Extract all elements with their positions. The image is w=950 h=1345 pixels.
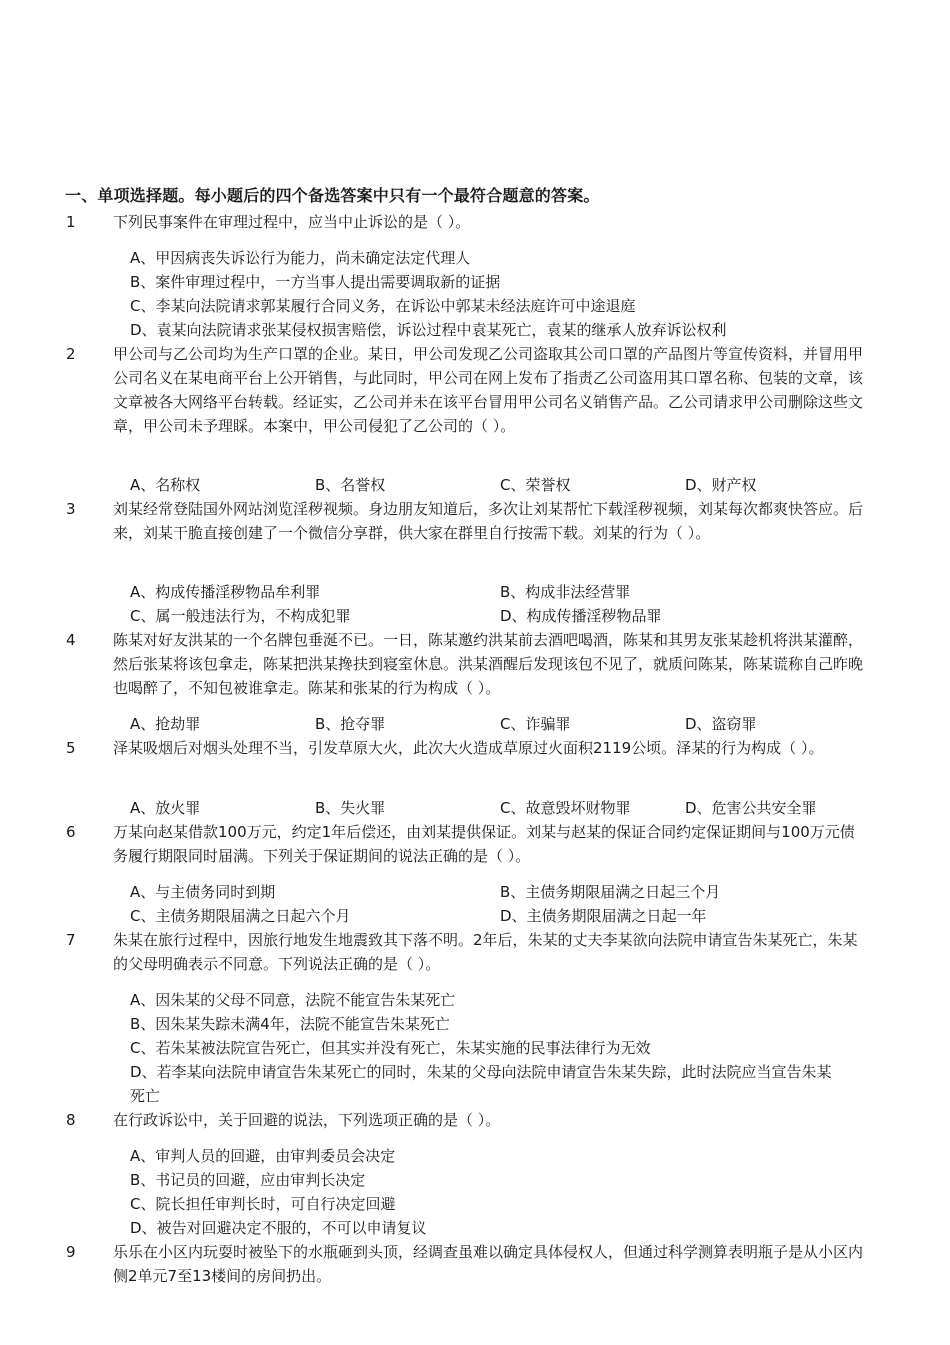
- option-list: [130, 1144, 870, 1240]
- question-stem: 陈某对好友洪某的一个名牌包垂涎不已。一日，陈某邀约洪某前去酒吧喝酒，陈某和其男友张某趁机将洪某灌醉，然后张某将该包拿走，陈某把洪某搀扶到寝室休息。洪某酒醒后发现该包不见了，就质问陈某，陈某谎称自己昨晚也喝醉了，不知包被谁拿走。陈某和张某的行为构成（ ）。: [113, 631, 864, 697]
- question-number: 8: [66, 1111, 76, 1129]
- option-list: [130, 880, 870, 928]
- option-list: [130, 796, 870, 820]
- option-b: B、案件审理过程中，一方当事人提出需要调取新的证据: [130, 273, 501, 291]
- question-number: 7: [66, 931, 76, 949]
- question-stem: 万某向赵某借款100万元，约定1年后偿还，由刘某提供保证。刘某与赵某的保证合同约定保证期间与100万元债务履行期限同时届满。下列关于保证期间的说法正确的是（ ）。: [113, 823, 855, 865]
- option-d: D、袁某向法院请求张某侵权损害赔偿，诉讼过程中袁某死亡，袁某的继承人放弃诉讼权利: [130, 321, 727, 339]
- option-d: D、财产权: [685, 476, 757, 494]
- option-a: A、甲因病丧失诉讼行为能力，尚未确定法定代理人: [130, 249, 471, 267]
- question-number: 3: [66, 500, 76, 518]
- option-c: C、主债务期限届满之日起六个月: [130, 907, 351, 925]
- question-number: 1: [66, 213, 76, 231]
- option-a: A、与主债务同时到期: [130, 883, 276, 901]
- question-number: 6: [66, 823, 76, 841]
- option-list: [130, 246, 870, 342]
- question-stem: 乐乐在小区内玩耍时被坠下的水瓶砸到头顶，经调查虽难以确定具体侵权人，但通过科学测算表明瓶子是从小区内侧2单元7至13楼间的房间扔出。: [113, 1243, 864, 1285]
- option-d: D、被告对回避决定不服的，不可以申请复议: [130, 1219, 427, 1237]
- question-number: 9: [66, 1243, 76, 1261]
- question-stem: 泽某吸烟后对烟头处理不当，引发草原大火，此次大火造成草原过火面积2119公顷。泽某的行为构成（ ）。: [113, 739, 824, 757]
- option-list: [130, 988, 870, 1108]
- option-a: A、抢劫罪: [130, 715, 201, 733]
- option-c: C、诈骗罪: [500, 715, 571, 733]
- option-c: C、荣誉权: [500, 476, 571, 494]
- option-c: C、属一般违法行为，不构成犯罪: [130, 607, 351, 625]
- question-stem: 下列民事案件在审理过程中，应当中止诉讼的是（ ）。: [113, 213, 471, 231]
- question-number: 2: [66, 345, 76, 363]
- option-list: [130, 473, 870, 497]
- question-stem: 朱某在旅行过程中，因旅行地发生地震致其下落不明。2年后，朱某的丈夫李某欲向法院申请宣告朱某死亡，朱某的父母明确表示不同意。下列说法正确的是（ ）。: [113, 931, 858, 973]
- option-a: A、审判人员的回避，由审判委员会决定: [130, 1147, 396, 1165]
- option-c: C、若朱某被法院宣告死亡，但其实并没有死亡，朱某实施的民事法律行为无效: [130, 1039, 651, 1057]
- question-number: 5: [66, 739, 76, 757]
- option-b: B、抢夺罪: [315, 715, 386, 733]
- option-d: D、盗窃罪: [685, 715, 757, 733]
- option-b: B、失火罪: [315, 799, 386, 817]
- option-a: A、构成传播淫秽物品牟利罪: [130, 583, 321, 601]
- question-stem: 在行政诉讼中，关于回避的说法，下列选项正确的是（ ）。: [113, 1111, 501, 1129]
- option-c: C、故意毁坏财物罪: [500, 799, 631, 817]
- option-a: A、名称权: [130, 476, 201, 494]
- option-a: A、放火罪: [130, 799, 201, 817]
- option-d: D、危害公共安全罪: [685, 799, 817, 817]
- question-stem: 甲公司与乙公司均为生产口罩的企业。某日，甲公司发现乙公司盗取其公司口罩的产品图片等宣传资料，并冒用甲公司名义在某电商平台上公开销售，与此同时，甲公司在网上发布了指责乙公司盗用其口罩名称、包装的文章，该文章被各大网络平台转载。经证实，乙公司并未在该平台冒用甲公司名义销售产品。乙公司请求甲公司删除这些文章，甲公司未予理睬。本案中，甲公司侵犯了乙公司的（ ）。: [113, 345, 864, 435]
- option-c: C、李某向法院请求郭某履行合同义务，在诉讼中郭某未经法庭许可中途退庭: [130, 297, 636, 315]
- option-list: [130, 580, 870, 628]
- option-c: C、院长担任审判长时，可自行决定回避: [130, 1195, 396, 1213]
- option-d: D、构成传播淫秽物品罪: [500, 607, 662, 625]
- question-number: 4: [66, 631, 76, 649]
- option-d: D、主债务期限届满之日起一年: [500, 907, 707, 925]
- section-title: 一、单项选择题。每小题后的四个备选答案中只有一个最符合题意的答案。: [65, 186, 600, 205]
- option-list: [130, 712, 870, 736]
- option-a: A、因朱某的父母不同意，法院不能宣告朱某死亡: [130, 991, 456, 1009]
- option-b: B、主债务期限届满之日起三个月: [500, 883, 721, 901]
- question-stem: 刘某经常登陆国外网站浏览淫秽视频。身边朋友知道后，多次让刘某帮忙下载淫秽视频，刘某每次都爽快答应。后来，刘某干脆直接创建了一个微信分享群，供大家在群里自行按需下载。刘某的行为（ ）。: [113, 500, 864, 542]
- option-b: B、构成非法经营罪: [500, 583, 631, 601]
- option-d: D、若李某向法院申请宣告朱某死亡的同时，朱某的父母向法院申请宣告朱某失踪，此时法院应当宣告朱某死亡: [130, 1063, 832, 1105]
- option-b: B、名誉权: [315, 476, 386, 494]
- option-b: B、书记员的回避，应由审判长决定: [130, 1171, 366, 1189]
- option-b: B、因朱某失踪未满4年，法院不能宣告朱某死亡: [130, 1015, 450, 1033]
